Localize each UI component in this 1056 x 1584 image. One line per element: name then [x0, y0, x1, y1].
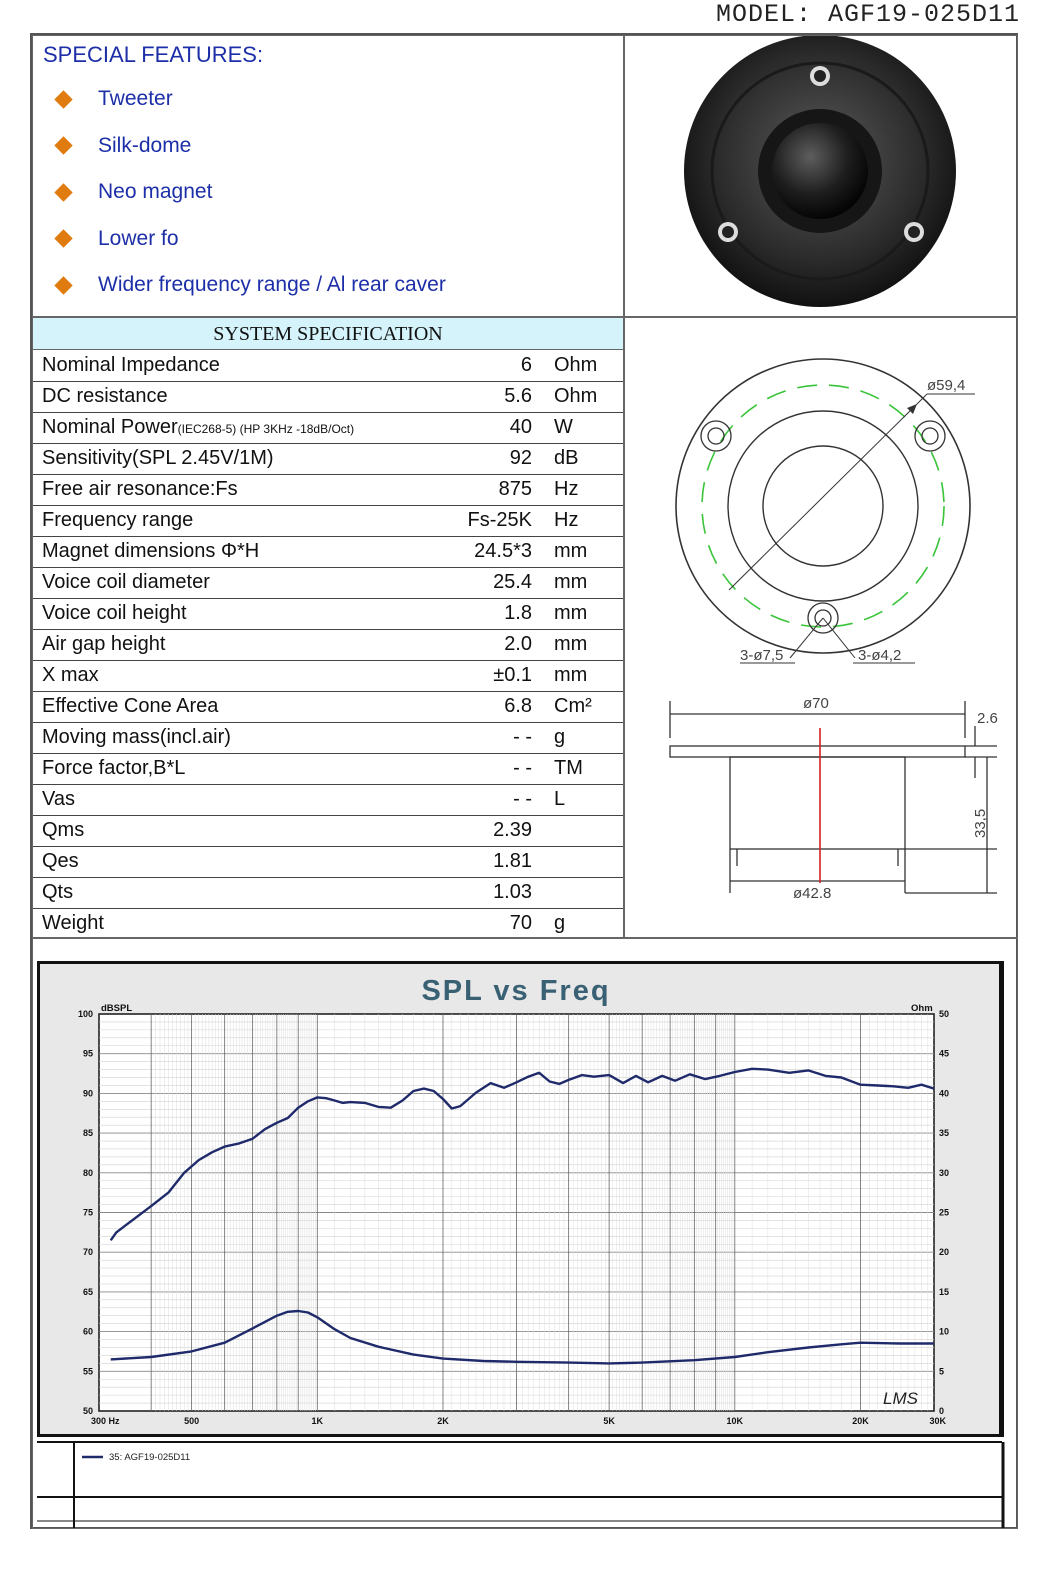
spec-panel — [32, 317, 624, 938]
y-axis-label: dBSPL — [101, 1003, 133, 1014]
flange-label: 2.6 — [977, 710, 998, 727]
y2-axis-label: Ohm — [911, 1003, 933, 1014]
spec-row: Qts 1.03 — [33, 877, 623, 908]
x-tick-label: 20K — [852, 1416, 869, 1426]
spec-row: Moving mass(incl.air) - - g — [33, 722, 623, 753]
x-tick-label: 500 — [184, 1416, 200, 1426]
spec-row: Qes 1.81 — [33, 846, 623, 877]
spec-title: SYSTEM SPECIFICATION — [33, 318, 623, 350]
height-label: 33,5 — [972, 808, 989, 838]
legend-label: 35: AGF19-025D11 — [109, 1452, 191, 1463]
features-list — [53, 76, 446, 309]
outer-diameter-label: ø59,4 — [927, 377, 966, 394]
brand-mark: LMS — [883, 1389, 918, 1408]
y2-tick-label: 45 — [939, 1048, 950, 1059]
body-diameter-label: ø42.8 — [793, 885, 832, 902]
datasheet-frame — [30, 33, 1018, 1529]
y2-tick-label: 0 — [939, 1406, 945, 1416]
spec-row: DC resistance 5.6 Ohm — [33, 381, 623, 412]
y2-tick-label: 15 — [939, 1286, 950, 1297]
y2-tick-label: 40 — [939, 1088, 950, 1099]
hole-a-label: 3-ø7,5 — [740, 647, 784, 664]
spl-chart — [33, 939, 1019, 1528]
hole-b-label: 3-ø4,2 — [858, 647, 902, 664]
y2-tick-label: 5 — [939, 1366, 945, 1377]
y-tick-label: 80 — [82, 1167, 93, 1178]
y2-tick-label: 35 — [939, 1128, 950, 1139]
tweeter-photo — [625, 36, 1017, 316]
y-tick-label: 100 — [77, 1009, 93, 1019]
spec-row: Force factor,B*L - - TM — [33, 753, 623, 784]
y-tick-label: 50 — [82, 1406, 93, 1416]
chart-title: SPL vs Freq — [421, 975, 611, 1007]
spec-table — [33, 350, 623, 939]
x-tick-label: 5K — [603, 1416, 615, 1426]
y2-tick-label: 50 — [939, 1009, 950, 1019]
feature-item: Tweeter — [53, 76, 446, 123]
x-tick-label: 1K — [311, 1416, 324, 1426]
front-view — [676, 359, 975, 663]
features-panel — [32, 35, 624, 317]
y2-tick-label: 25 — [939, 1207, 950, 1218]
spec-row: Magnet dimensions Φ*H 24.5*3 mm — [33, 536, 623, 567]
y2-axis-ticks — [939, 1009, 949, 1416]
spec-row: Nominal Impedance 6 Ohm — [33, 350, 623, 381]
spec-row: Effective Cone Area 6.8 Cm² — [33, 691, 623, 722]
bullet-diamond-icon — [54, 137, 72, 155]
spec-row: Frequency range Fs-25K Hz — [33, 505, 623, 536]
spec-row: Nominal Power(IEC268-5) (HP 3KHz -18dB/Oct) 40 W — [33, 412, 623, 443]
y-tick-label: 60 — [82, 1326, 93, 1337]
feature-item: Silk-dome — [53, 123, 446, 170]
width-label: ø70 — [803, 695, 829, 712]
x-tick-label: 10K — [726, 1416, 744, 1426]
y2-tick-label: 30 — [939, 1167, 950, 1178]
spec-row: X max ±0.1 mm — [33, 660, 623, 691]
dimension-drawing — [625, 318, 1017, 937]
drawing-panel — [624, 317, 1018, 938]
x-tick-label: 2K — [437, 1416, 449, 1426]
side-view — [670, 701, 997, 893]
y2-tick-label: 20 — [939, 1247, 950, 1258]
y-tick-label: 65 — [82, 1286, 93, 1297]
bullet-diamond-icon — [54, 183, 72, 201]
y-tick-label: 75 — [82, 1207, 93, 1218]
spec-row: Voice coil diameter 25.4 mm — [33, 567, 623, 598]
spec-row: Sensitivity(SPL 2.45V/1M) 92 dB — [33, 443, 623, 474]
features-title: SPECIAL FEATURES: — [43, 42, 264, 67]
y2-tick-label: 10 — [939, 1326, 950, 1337]
feature-item: Wider frequency range / Al rear caver — [53, 262, 446, 309]
spec-row: Air gap height 2.0 mm — [33, 629, 623, 660]
spec-row: Qms 2.39 — [33, 815, 623, 846]
y-tick-label: 85 — [82, 1128, 93, 1139]
product-photo-panel — [624, 35, 1018, 317]
y-tick-label: 90 — [82, 1088, 93, 1099]
spec-row: Voice coil height 1.8 mm — [33, 598, 623, 629]
bullet-diamond-icon — [54, 230, 72, 248]
y-tick-label: 70 — [82, 1247, 93, 1258]
spec-row: Weight 70 g — [42, 912, 566, 935]
bullet-diamond-icon — [54, 276, 72, 294]
model-label: MODEL: AGF19-025D11 — [715, 0, 1020, 29]
bullet-diamond-icon — [54, 90, 72, 108]
x-axis-ticks — [91, 1416, 946, 1426]
x-tick-label: 300 Hz — [91, 1416, 120, 1426]
spec-row: Free air resonance:Fs 875 Hz — [33, 474, 623, 505]
feature-item: Neo magnet — [53, 169, 446, 216]
y-tick-label: 55 — [82, 1366, 93, 1377]
y-tick-label: 95 — [82, 1048, 93, 1059]
spec-name: Nominal Power — [42, 416, 178, 438]
feature-item: Lower fo — [53, 216, 446, 263]
x-tick-label: 30K — [929, 1416, 946, 1426]
spec-row: Vas - - L — [33, 784, 623, 815]
chart-panel — [32, 938, 1018, 1529]
y-axis-ticks — [78, 1009, 93, 1416]
spec-note: (IEC268-5) (HP 3KHz -18dB/Oct) — [177, 422, 355, 436]
